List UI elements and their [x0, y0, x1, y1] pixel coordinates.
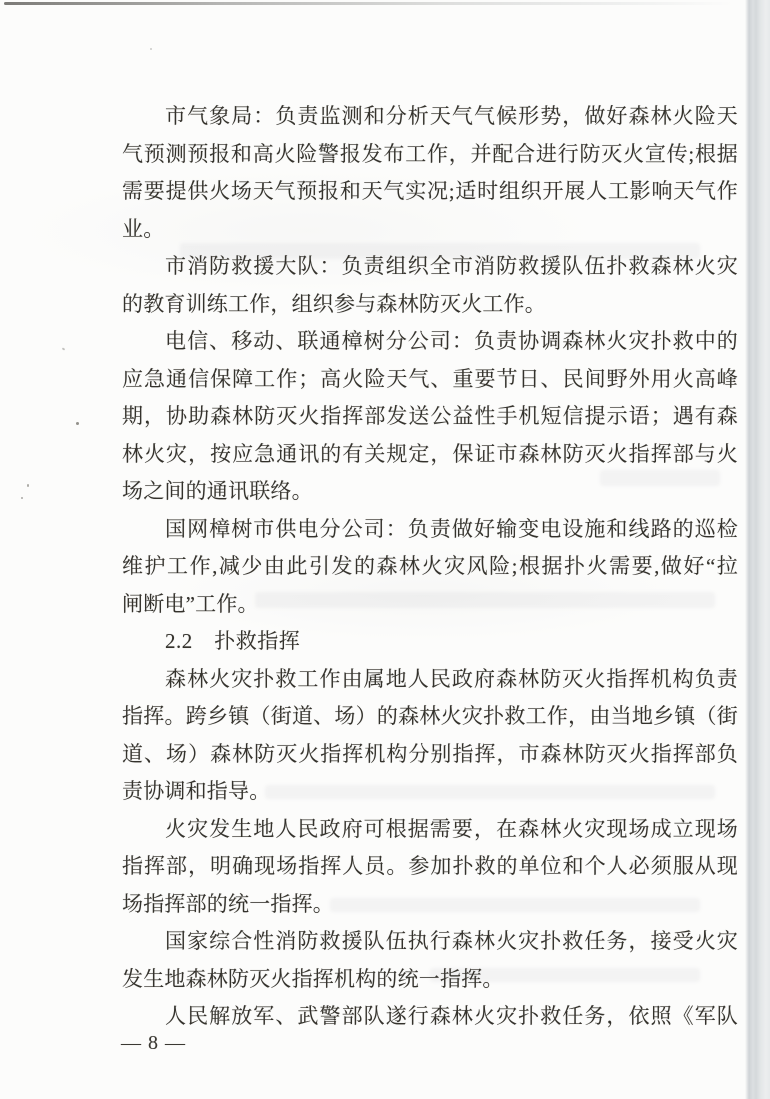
text-line: 电信、移动、联通樟树分公司：负责协调森林火灾扑救中的	[165, 329, 738, 353]
scan-speck	[150, 48, 152, 50]
scan-speck	[62, 347, 66, 350]
text-line: 应急通信保障工作；高火险天气、重要节日、民间野外用火高峰	[122, 366, 738, 391]
text-line: 林火灾，按应急通讯的有关规定，保证市森林防灭火指挥部与火	[122, 441, 738, 466]
text-line: 责协调和指导。	[122, 779, 271, 803]
text-line: 道、场）森林防灭火指挥机构分别指挥，市森林防灭火指挥部负	[122, 741, 738, 766]
text-line: 业。	[122, 216, 165, 241]
section-heading: 2.2 扑救指挥	[165, 629, 301, 653]
text-line: 市气象局：负责监测和分析天气气候形势，做好森林火险天	[165, 104, 738, 128]
text-line: 气预测预报和高火险警报发布工作，并配合进行防灭火宣传;根据	[122, 141, 738, 166]
text-line: 市消防救援大队：负责组织全市消防救援队伍扑救森林火灾	[165, 254, 738, 278]
scan-artifact-top-edge	[4, 2, 734, 5]
text-line: 需要提供火场天气预报和天气实况;适时组织开展人工影响天气作	[122, 179, 738, 203]
text-line: 指挥。跨乡镇（街道、场）的森林火灾扑救工作，由当地乡镇（街	[122, 704, 738, 728]
text-line: 维护工作,减少由此引发的森林火灾风险;根据扑火需要,做好“拉	[122, 554, 738, 578]
text-line: 期，协助森林防灭火指挥部发送公益性手机短信提示语；遇有森	[122, 404, 738, 428]
text-line: 国家综合性消防救援队伍执行森林火灾扑救任务，接受火灾	[165, 929, 738, 953]
document-body	[122, 98, 738, 1036]
text-line: 森林火灾扑救工作由属地人民政府森林防灭火指挥机构负责	[165, 666, 738, 691]
text-line: 发生地森林防灭火指挥机构的统一指挥。	[122, 966, 504, 991]
scan-speck	[76, 422, 79, 425]
scan-speck	[27, 484, 29, 487]
text-line: 指挥部，明确现场指挥人员。参加扑救的单位和个人必须服从现	[122, 854, 738, 878]
page-number: — 8 —	[121, 1032, 186, 1054]
text-line: 国网樟树市供电分公司：负责做好输变电设施和线路的巡检	[165, 516, 738, 541]
scan-speck	[21, 497, 23, 499]
text-line: 场之间的通讯联络。	[122, 479, 313, 503]
text-line: 场指挥部的统一指挥。	[122, 891, 334, 916]
text-line: 火灾发生地人民政府可根据需要，在森林火灾现场成立现场	[165, 816, 738, 841]
text-line: 人民解放军、武警部队遂行森林火灾扑救任务，依照《军队	[165, 1004, 738, 1028]
scan-artifact-right-edge	[745, 0, 770, 1099]
text-line: 闸断电”工作。	[122, 591, 259, 616]
text-line: 的教育训练工作，组织参与森林防灭火工作。	[122, 291, 546, 316]
